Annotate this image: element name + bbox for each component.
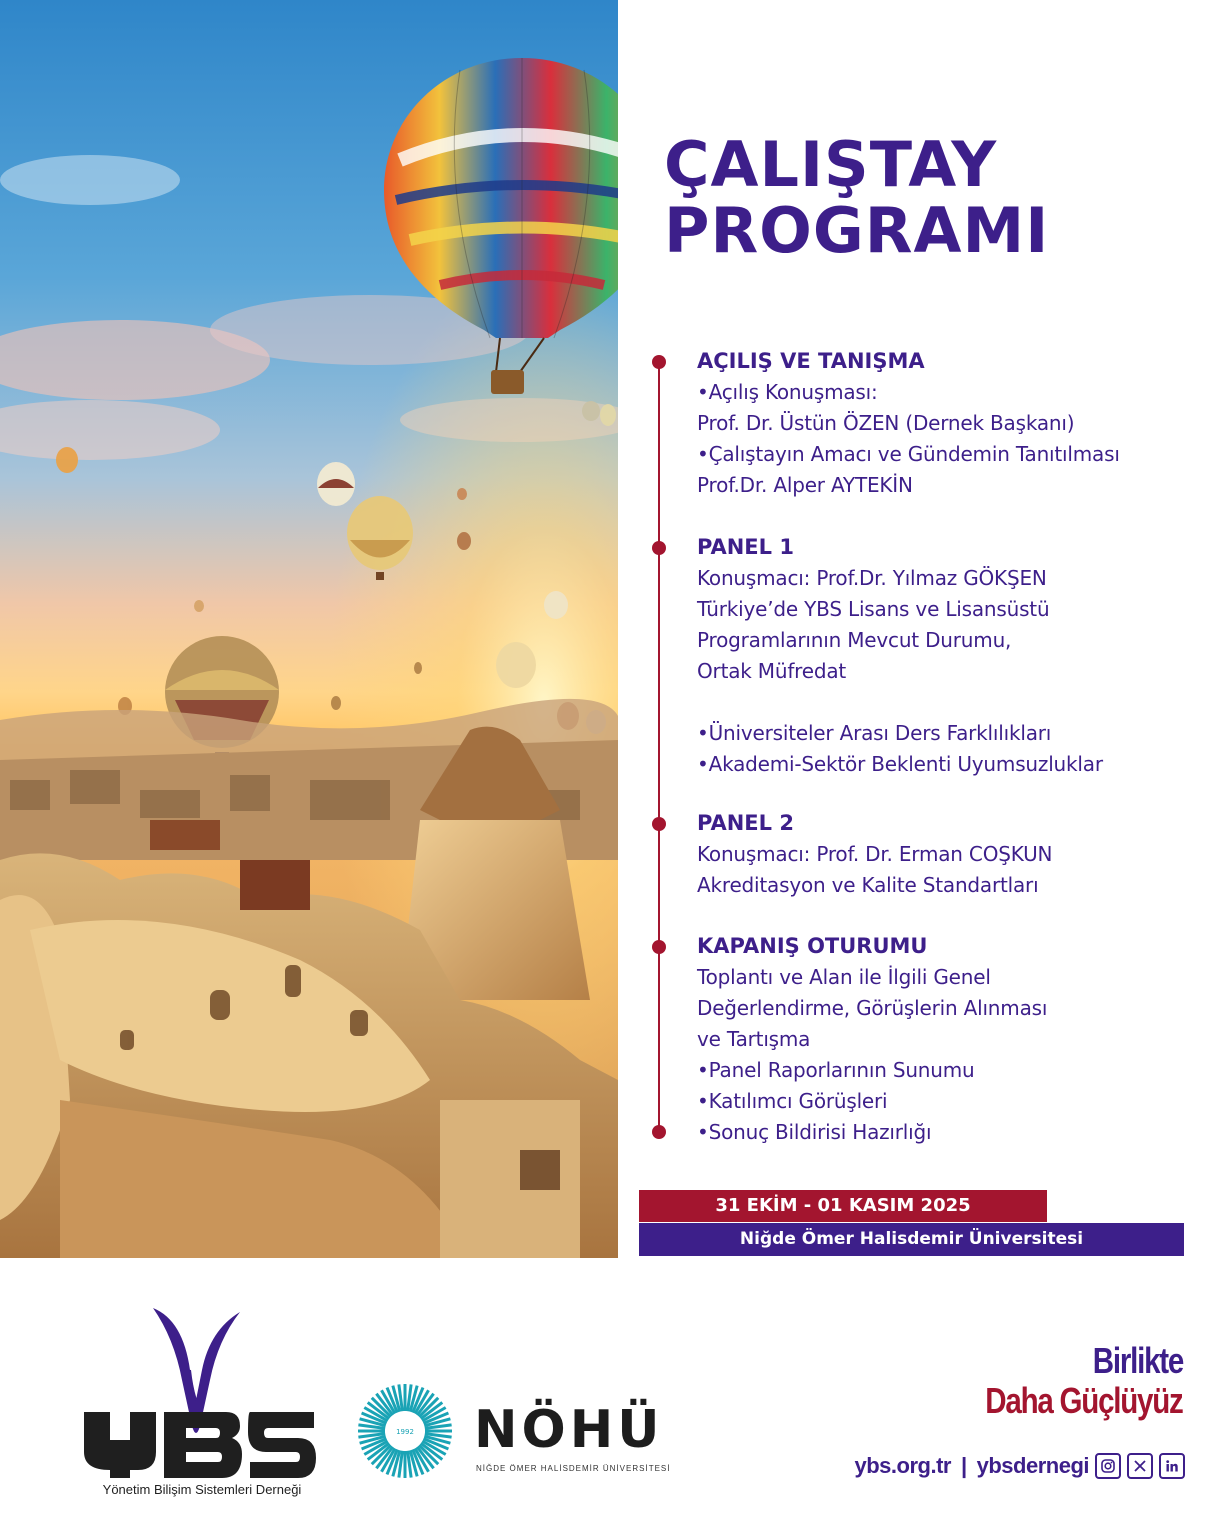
- title-line-2: PROGRAMI: [664, 194, 1050, 267]
- cappadocia-balloon-photo: [0, 0, 618, 1258]
- title-line-1: ÇALIŞTAY: [664, 128, 998, 201]
- page-title: [664, 128, 1204, 267]
- timeline-dot: [652, 817, 666, 831]
- section-line: •Akademi-Sektör Beklenti Uyumsuzluklar: [697, 752, 1103, 776]
- section-line: Türkiye’de YBS Lisans ve Lisansüstü: [697, 597, 1050, 621]
- program-section-opening: [697, 346, 1207, 501]
- section-line: Akreditasyon ve Kalite Standartları: [697, 873, 1039, 897]
- separator: |: [960, 1453, 967, 1478]
- program-section-panel-2: [697, 808, 1207, 901]
- section-line: Konuşmacı: Prof.Dr. Yılmaz GÖKŞEN: [697, 566, 1047, 590]
- section-heading: KAPANIŞ OTURUMU: [697, 934, 928, 958]
- section-heading: AÇILIŞ VE TANIŞMA: [697, 349, 925, 373]
- ybs-full-name: Yönetim Bilişim Sistemleri Derneği: [102, 1482, 302, 1497]
- section-line: •Üniversiteler Arası Ders Farklılıkları: [697, 721, 1052, 745]
- program-section-panel-1: [697, 532, 1207, 780]
- social-handle[interactable]: ybsdernegi: [976, 1453, 1089, 1478]
- section-line: •Sonuç Bildirisi Hazırlığı: [697, 1120, 932, 1144]
- nohu-wordmark: NÖHÜ: [474, 1400, 664, 1460]
- timeline-dot: [652, 541, 666, 555]
- timeline-line: [658, 362, 660, 1132]
- event-venue-banner: Niğde Ömer Halisdemir Üniversitesi: [639, 1223, 1184, 1256]
- linkedin-icon[interactable]: [1159, 1453, 1185, 1479]
- section-line: Ortak Müfredat: [697, 659, 847, 683]
- ybs-logo: [78, 1300, 318, 1510]
- section-line: •Katılımcı Görüşleri: [697, 1089, 888, 1113]
- timeline-dot: [652, 1125, 666, 1139]
- nohu-year: 1992: [396, 1428, 414, 1436]
- section-line: •Panel Raporlarının Sunumu: [697, 1058, 975, 1082]
- section-line: ve Tartışma: [697, 1027, 811, 1051]
- event-date-banner: 31 EKİM - 01 KASIM 2025: [639, 1190, 1047, 1222]
- section-line: Prof.Dr. Alper AYTEKİN: [697, 473, 913, 497]
- social-links: [855, 1452, 1186, 1480]
- section-line: Toplantı ve Alan ile İlgili Genel: [697, 965, 991, 989]
- section-heading: PANEL 1: [697, 535, 794, 559]
- section-heading: PANEL 2: [697, 811, 794, 835]
- section-line: Değerlendirme, Görüşlerin Alınması: [697, 996, 1048, 1020]
- slogan-line-2: Daha Güçlüyüz: [985, 1380, 1183, 1421]
- program-section-closing: [697, 931, 1207, 1148]
- timeline-dot: [652, 355, 666, 369]
- website-link[interactable]: ybs.org.tr: [854, 1453, 951, 1478]
- section-line: •Açılış Konuşması:: [697, 380, 878, 404]
- section-spacer: [697, 687, 1207, 718]
- section-line: Programlarının Mevcut Durumu,: [697, 628, 1012, 652]
- x-icon[interactable]: [1127, 1453, 1153, 1479]
- timeline-dot: [652, 940, 666, 954]
- section-line: •Çalıştayın Amacı ve Gündemin Tanıtılması: [697, 442, 1120, 466]
- section-line: Konuşmacı: Prof. Dr. Erman COŞKUN: [697, 842, 1053, 866]
- nohu-emblem: [356, 1382, 454, 1480]
- instagram-icon[interactable]: [1095, 1453, 1121, 1479]
- section-line: Prof. Dr. Üstün ÖZEN (Dernek Başkanı): [697, 411, 1075, 435]
- slogan-line-1: Birlikte: [1092, 1340, 1183, 1381]
- nohu-full-name: NİĞDE ÖMER HALİSDEMİR ÜNİVERSİTESİ: [476, 1464, 671, 1473]
